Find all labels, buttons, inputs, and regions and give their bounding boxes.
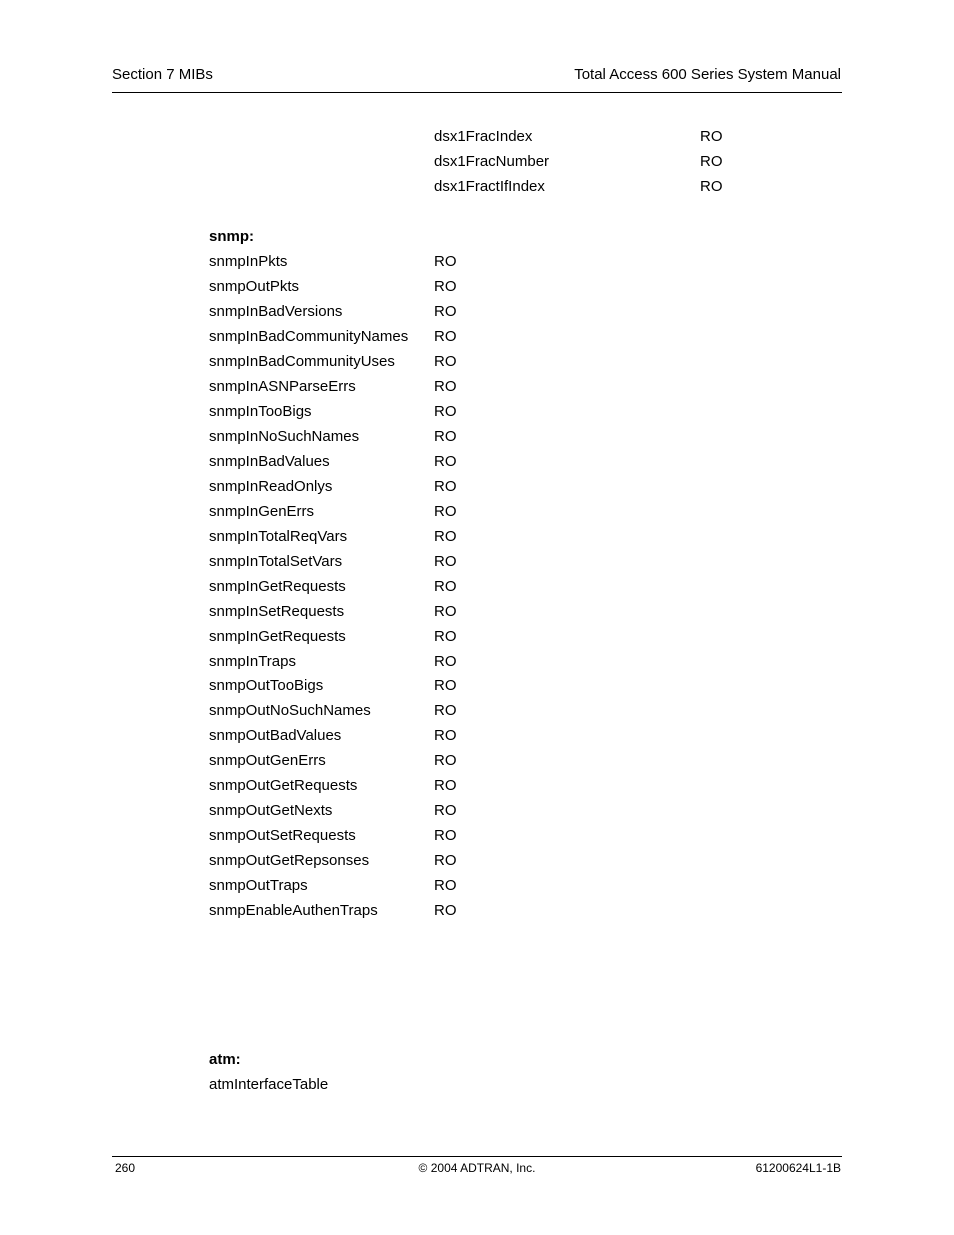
access-mode: RO bbox=[434, 752, 457, 770]
mib-object-name: snmpInTraps bbox=[209, 652, 296, 670]
access-mode: RO bbox=[700, 128, 723, 145]
mib-object-name: snmpOutBadValues bbox=[209, 727, 342, 745]
mib-object-name: snmpOutTooBigs bbox=[209, 677, 324, 695]
snmp-heading: snmp: bbox=[209, 228, 254, 245]
mib-object-name: snmpOutTraps bbox=[209, 877, 308, 895]
access-mode: RO bbox=[434, 552, 457, 570]
mib-object-name: snmpOutGetRequests bbox=[209, 777, 358, 795]
access-mode: RO bbox=[434, 702, 457, 720]
access-mode: RO bbox=[434, 852, 457, 870]
access-mode: RO bbox=[434, 402, 457, 420]
mib-object-name: snmpInPkts bbox=[209, 253, 288, 270]
access-mode: RO bbox=[434, 352, 457, 370]
mib-object-name: snmpOutGenErrs bbox=[209, 752, 326, 770]
mib-object-name: snmpOutGetRepsonses bbox=[209, 852, 370, 870]
access-mode: RO bbox=[434, 652, 457, 670]
mib-object-name: dsx1FractIfIndex bbox=[434, 178, 545, 195]
mib-object-name: snmpInBadValues bbox=[209, 452, 330, 470]
mib-object-name: snmpEnableAuthenTraps bbox=[209, 902, 378, 920]
mib-object-name: snmpInTotalReqVars bbox=[209, 527, 348, 545]
mib-object-name: snmpInSetRequests bbox=[209, 602, 345, 620]
access-mode: RO bbox=[434, 377, 457, 395]
access-mode: RO bbox=[434, 877, 457, 895]
access-mode: RO bbox=[434, 327, 457, 345]
mib-object-name: snmpInNoSuchNames bbox=[209, 427, 360, 445]
section-title: Section 7 MIBs bbox=[112, 66, 213, 83]
mib-object-name: snmpInBadVersions bbox=[209, 302, 343, 320]
mib-object-name: snmpInReadOnlys bbox=[209, 477, 333, 495]
mib-object-name: snmpOutSetRequests bbox=[209, 827, 356, 845]
access-mode: RO bbox=[434, 827, 457, 845]
atm-item: atmInterfaceTable bbox=[209, 1076, 329, 1093]
access-mode: RO bbox=[434, 802, 457, 820]
access-mode: RO bbox=[434, 427, 457, 445]
access-mode: RO bbox=[434, 452, 457, 470]
mib-object-name: snmpInGetRequests bbox=[209, 627, 346, 645]
mib-object-name: snmpInGenErrs bbox=[209, 502, 315, 520]
mib-object-name: dsx1FracIndex bbox=[434, 128, 533, 145]
access-mode: RO bbox=[434, 677, 457, 695]
access-mode: RO bbox=[434, 477, 457, 495]
mib-object-name: snmpInGetRequests bbox=[209, 577, 346, 595]
atm-heading: atm: bbox=[209, 1051, 241, 1068]
access-mode: RO bbox=[700, 153, 723, 170]
mib-object-name: snmpInBadCommunityNames bbox=[209, 327, 409, 345]
access-mode: RO bbox=[434, 277, 457, 295]
header-divider bbox=[112, 92, 842, 93]
mib-object-name: snmpOutNoSuchNames bbox=[209, 702, 371, 720]
mib-object-name: snmpInASNParseErrs bbox=[209, 377, 356, 395]
document-number: 61200624L1-1B bbox=[755, 1161, 841, 1175]
copyright-notice: © 2004 ADTRAN, Inc. bbox=[418, 1161, 536, 1175]
access-mode: RO bbox=[434, 253, 457, 270]
mib-object-name: snmpInTooBigs bbox=[209, 402, 312, 420]
access-mode: RO bbox=[700, 178, 723, 195]
access-mode: RO bbox=[434, 527, 457, 545]
access-mode: RO bbox=[434, 602, 457, 620]
manual-title: Total Access 600 Series System Manual bbox=[574, 66, 841, 83]
access-mode: RO bbox=[434, 902, 457, 920]
mib-object-name: snmpInTotalSetVars bbox=[209, 552, 343, 570]
access-mode: RO bbox=[434, 777, 457, 795]
access-mode: RO bbox=[434, 502, 457, 520]
mib-object-name: dsx1FracNumber bbox=[434, 153, 550, 170]
mib-object-name: snmpOutPkts bbox=[209, 277, 300, 295]
access-mode: RO bbox=[434, 627, 457, 645]
page-number: 260 bbox=[115, 1161, 136, 1175]
access-mode: RO bbox=[434, 302, 457, 320]
mib-object-name: snmpInBadCommunityUses bbox=[209, 352, 395, 370]
access-mode: RO bbox=[434, 727, 457, 745]
footer-divider bbox=[112, 1156, 842, 1157]
access-mode: RO bbox=[434, 577, 457, 595]
mib-object-name: snmpOutGetNexts bbox=[209, 802, 333, 820]
